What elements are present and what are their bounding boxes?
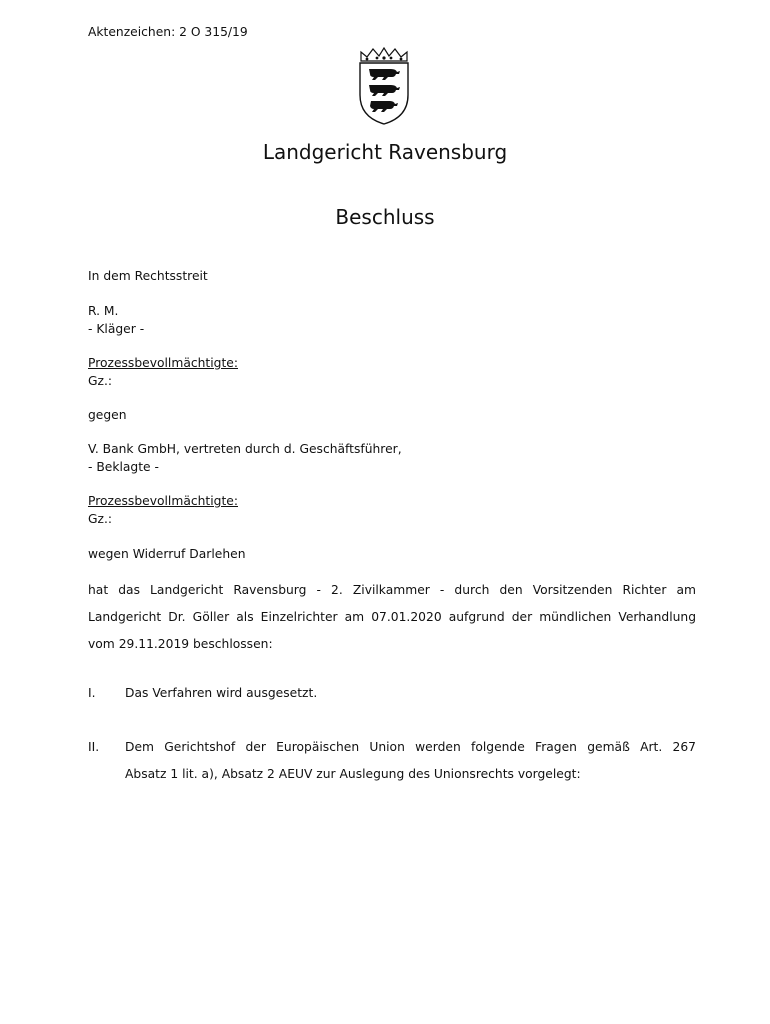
decision-number-2: II.	[88, 740, 100, 754]
defendant-counsel-value: Gz.:	[88, 512, 113, 526]
plaintiff-counsel-value: Gz.:	[88, 374, 113, 388]
court-name: Landgericht Ravensburg	[262, 140, 508, 164]
defendant-name: V. Bank GmbH, vertreten durch d. Geschäftsführer,	[88, 442, 402, 456]
intro-text: In dem Rechtsstreit	[88, 269, 208, 283]
document-type: Beschluss	[335, 205, 435, 229]
versus-text: gegen	[88, 408, 127, 422]
preamble-line-3: vom 29.11.2019 beschlossen:	[88, 637, 273, 651]
plaintiff-role: - Kläger -	[88, 322, 145, 336]
decision-number-1: I.	[88, 686, 96, 700]
defendant-role: - Beklagte -	[88, 460, 159, 474]
case-number: Aktenzeichen: 2 O 315/19	[88, 25, 248, 39]
defendant-counsel-label: Prozessbevollmächtigte:	[88, 494, 238, 508]
preamble-line-2: Landgericht Dr. Göller als Einzelrichter am 07.01.2020 aufgrund der mündlichen Verhandlung	[88, 610, 696, 624]
decision-text-2-line-1: Dem Gerichtshof der Europäischen Union werden folgende Fragen gemäß Art. 267	[125, 740, 696, 754]
plaintiff-name: R. M.	[88, 304, 119, 318]
preamble-line-1: hat das Landgericht Ravensburg - 2. Zivilkammer - durch den Vorsitzenden Richter am	[88, 583, 696, 597]
plaintiff-counsel-label: Prozessbevollmächtigte:	[88, 356, 238, 370]
decision-text-2-line-2: Absatz 1 lit. a), Absatz 2 AEUV zur Auslegung des Unionsrechts vorgelegt:	[125, 767, 581, 781]
decision-text-1: Das Verfahren wird ausgesetzt.	[125, 686, 318, 700]
subject-text: wegen Widerruf Darlehen	[88, 547, 246, 561]
coat-of-arms-icon	[355, 47, 413, 125]
